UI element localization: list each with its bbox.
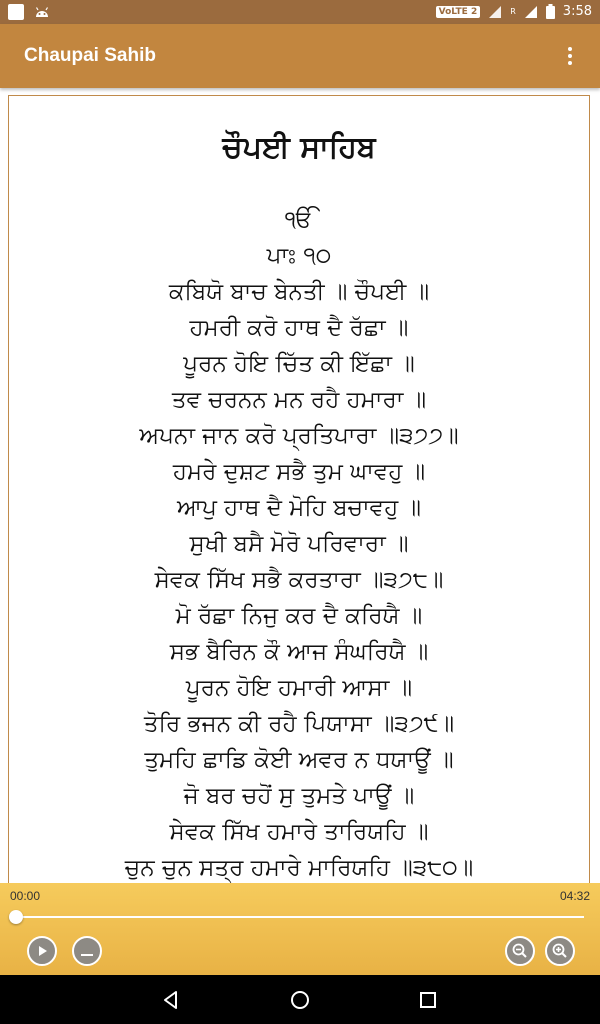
verse-line: ਅਪਨਾ ਜਾਨ ਕਰੋ ਪ੍ਰਤਿਪਾਰਾ ॥੩੭੭॥ xyxy=(139,423,459,449)
wifi-signal-icon xyxy=(488,5,502,19)
time-total: 04:32 xyxy=(559,889,590,903)
lyrics-scroll[interactable] xyxy=(9,96,589,886)
nav-recents-icon[interactable] xyxy=(417,989,439,1011)
verse-line: ਪੂਰਨ ਹੋਇ ਚਿੱਤ ਕੀ ਇੱਛਾ ॥ xyxy=(183,351,415,377)
verse-line: ਤੋਰਿ ਭਜਨ ਕੀ ਰਹੈ ਪਿਯਾਸਾ ॥੩੭੯॥ xyxy=(143,711,455,737)
zoom-out-icon xyxy=(507,938,533,964)
verse-line: ਹਮਰੇ ਦੁਸ਼ਟ ਸਭੈ ਤੁਮ ਘਾਵਹੁ ॥ xyxy=(172,459,426,485)
roaming-indicator: R xyxy=(510,7,516,16)
play-icon xyxy=(29,938,55,964)
verse-line: ਹਮਰੀ ਕਰੋ ਹਾਥ ਦੈ ਰੱਛਾ ॥ xyxy=(189,315,409,341)
verse-line: ੴ xyxy=(285,207,313,233)
seek-bar[interactable] xyxy=(16,916,584,918)
verse-line: ਪਾਃ ੧੦ xyxy=(266,243,332,269)
verse-line: ਜੋ ਬਰ ਚਹੋਂ ਸੁ ਤੁਮਤੇ ਪਾਊਂ ॥ xyxy=(183,783,415,809)
stop-button[interactable] xyxy=(72,936,102,966)
zoom-out-button[interactable] xyxy=(505,936,535,966)
verse-line: ਸੁਖੀ ਬਸੈ ਮੋਰੋ ਪਰਿਵਾਰਾ ॥ xyxy=(189,531,409,557)
verse-line: ਤਵ ਚਰਨਨ ਮਨ ਰਹੈ ਹਮਾਰਾ ॥ xyxy=(171,387,427,413)
lyrics-card[interactable] xyxy=(8,95,590,897)
notification-square-icon xyxy=(8,4,24,20)
verse-list xyxy=(9,202,589,886)
verse-line: ਸੇਵਕ ਸਿੱਖ ਸਭੈ ਕਰਤਾਰਾ ॥੩੭੮॥ xyxy=(154,567,444,593)
verse-line: ਕਬਿਯੋ ਬਾਚ ਬੇਨਤੀ ॥ ਚੌਪਈ ॥ xyxy=(168,279,430,305)
volte-badge: VoLTE 2 xyxy=(436,6,481,18)
battery-icon xyxy=(546,4,555,19)
verse-line: ਆਪੁ ਹਾਥ ਦੈ ਮੋਹਿ ਬਚਾਵਹੁ ॥ xyxy=(176,495,422,521)
app-bar xyxy=(0,24,600,88)
audio-player xyxy=(0,883,600,975)
cell-signal-icon xyxy=(524,5,538,19)
time-current: 00:00 xyxy=(10,889,41,903)
verse-line: ਪੂਰਨ ਹੋਇ ਹਮਾਰੀ ਆਸਾ ॥ xyxy=(185,675,413,701)
status-bar xyxy=(0,0,600,24)
zoom-in-button[interactable] xyxy=(545,936,575,966)
status-clock: 3:58 xyxy=(562,4,592,19)
verse-line: ਸਭ ਬੈਰਿਨ ਕੌ ਆਜ ਸੰਘਰਿਯੈ ॥ xyxy=(169,639,429,665)
android-notification-icon xyxy=(34,5,50,19)
verse-line: ਚੁਨ ਚੁਨ ਸਤ੍ਰ ਹਮਾਰੇ ਮਾਰਿਯਹਿ ॥੩੮੦॥ xyxy=(124,855,474,881)
zoom-in-icon xyxy=(547,938,573,964)
play-button[interactable] xyxy=(27,936,57,966)
nav-back-icon[interactable] xyxy=(160,989,182,1011)
verse-line: ਸੇਵਕ ਸਿੱਖ ਹਮਾਰੇ ਤਾਰਿਯਹਿ ॥ xyxy=(169,819,429,845)
system-nav-bar xyxy=(0,975,600,1024)
verse-line: ਤੁਮਹਿ ਛਾਡਿ ਕੋਈ ਅਵਰ ਨ ਧਯਾਊਂ ॥ xyxy=(144,747,454,773)
page-heading: ਚੌਪਈ ਸਾਹਿਬ xyxy=(222,130,376,165)
app-title: Chaupai Sahib xyxy=(24,45,156,66)
stop-icon xyxy=(74,938,100,964)
more-vert-icon[interactable] xyxy=(558,44,582,68)
nav-home-icon[interactable] xyxy=(289,989,311,1011)
seek-thumb[interactable] xyxy=(9,910,23,924)
verse-line: ਮੋ ਰੱਛਾ ਨਿਜੁ ਕਰ ਦੈ ਕਰਿਯੈ ॥ xyxy=(175,603,423,629)
